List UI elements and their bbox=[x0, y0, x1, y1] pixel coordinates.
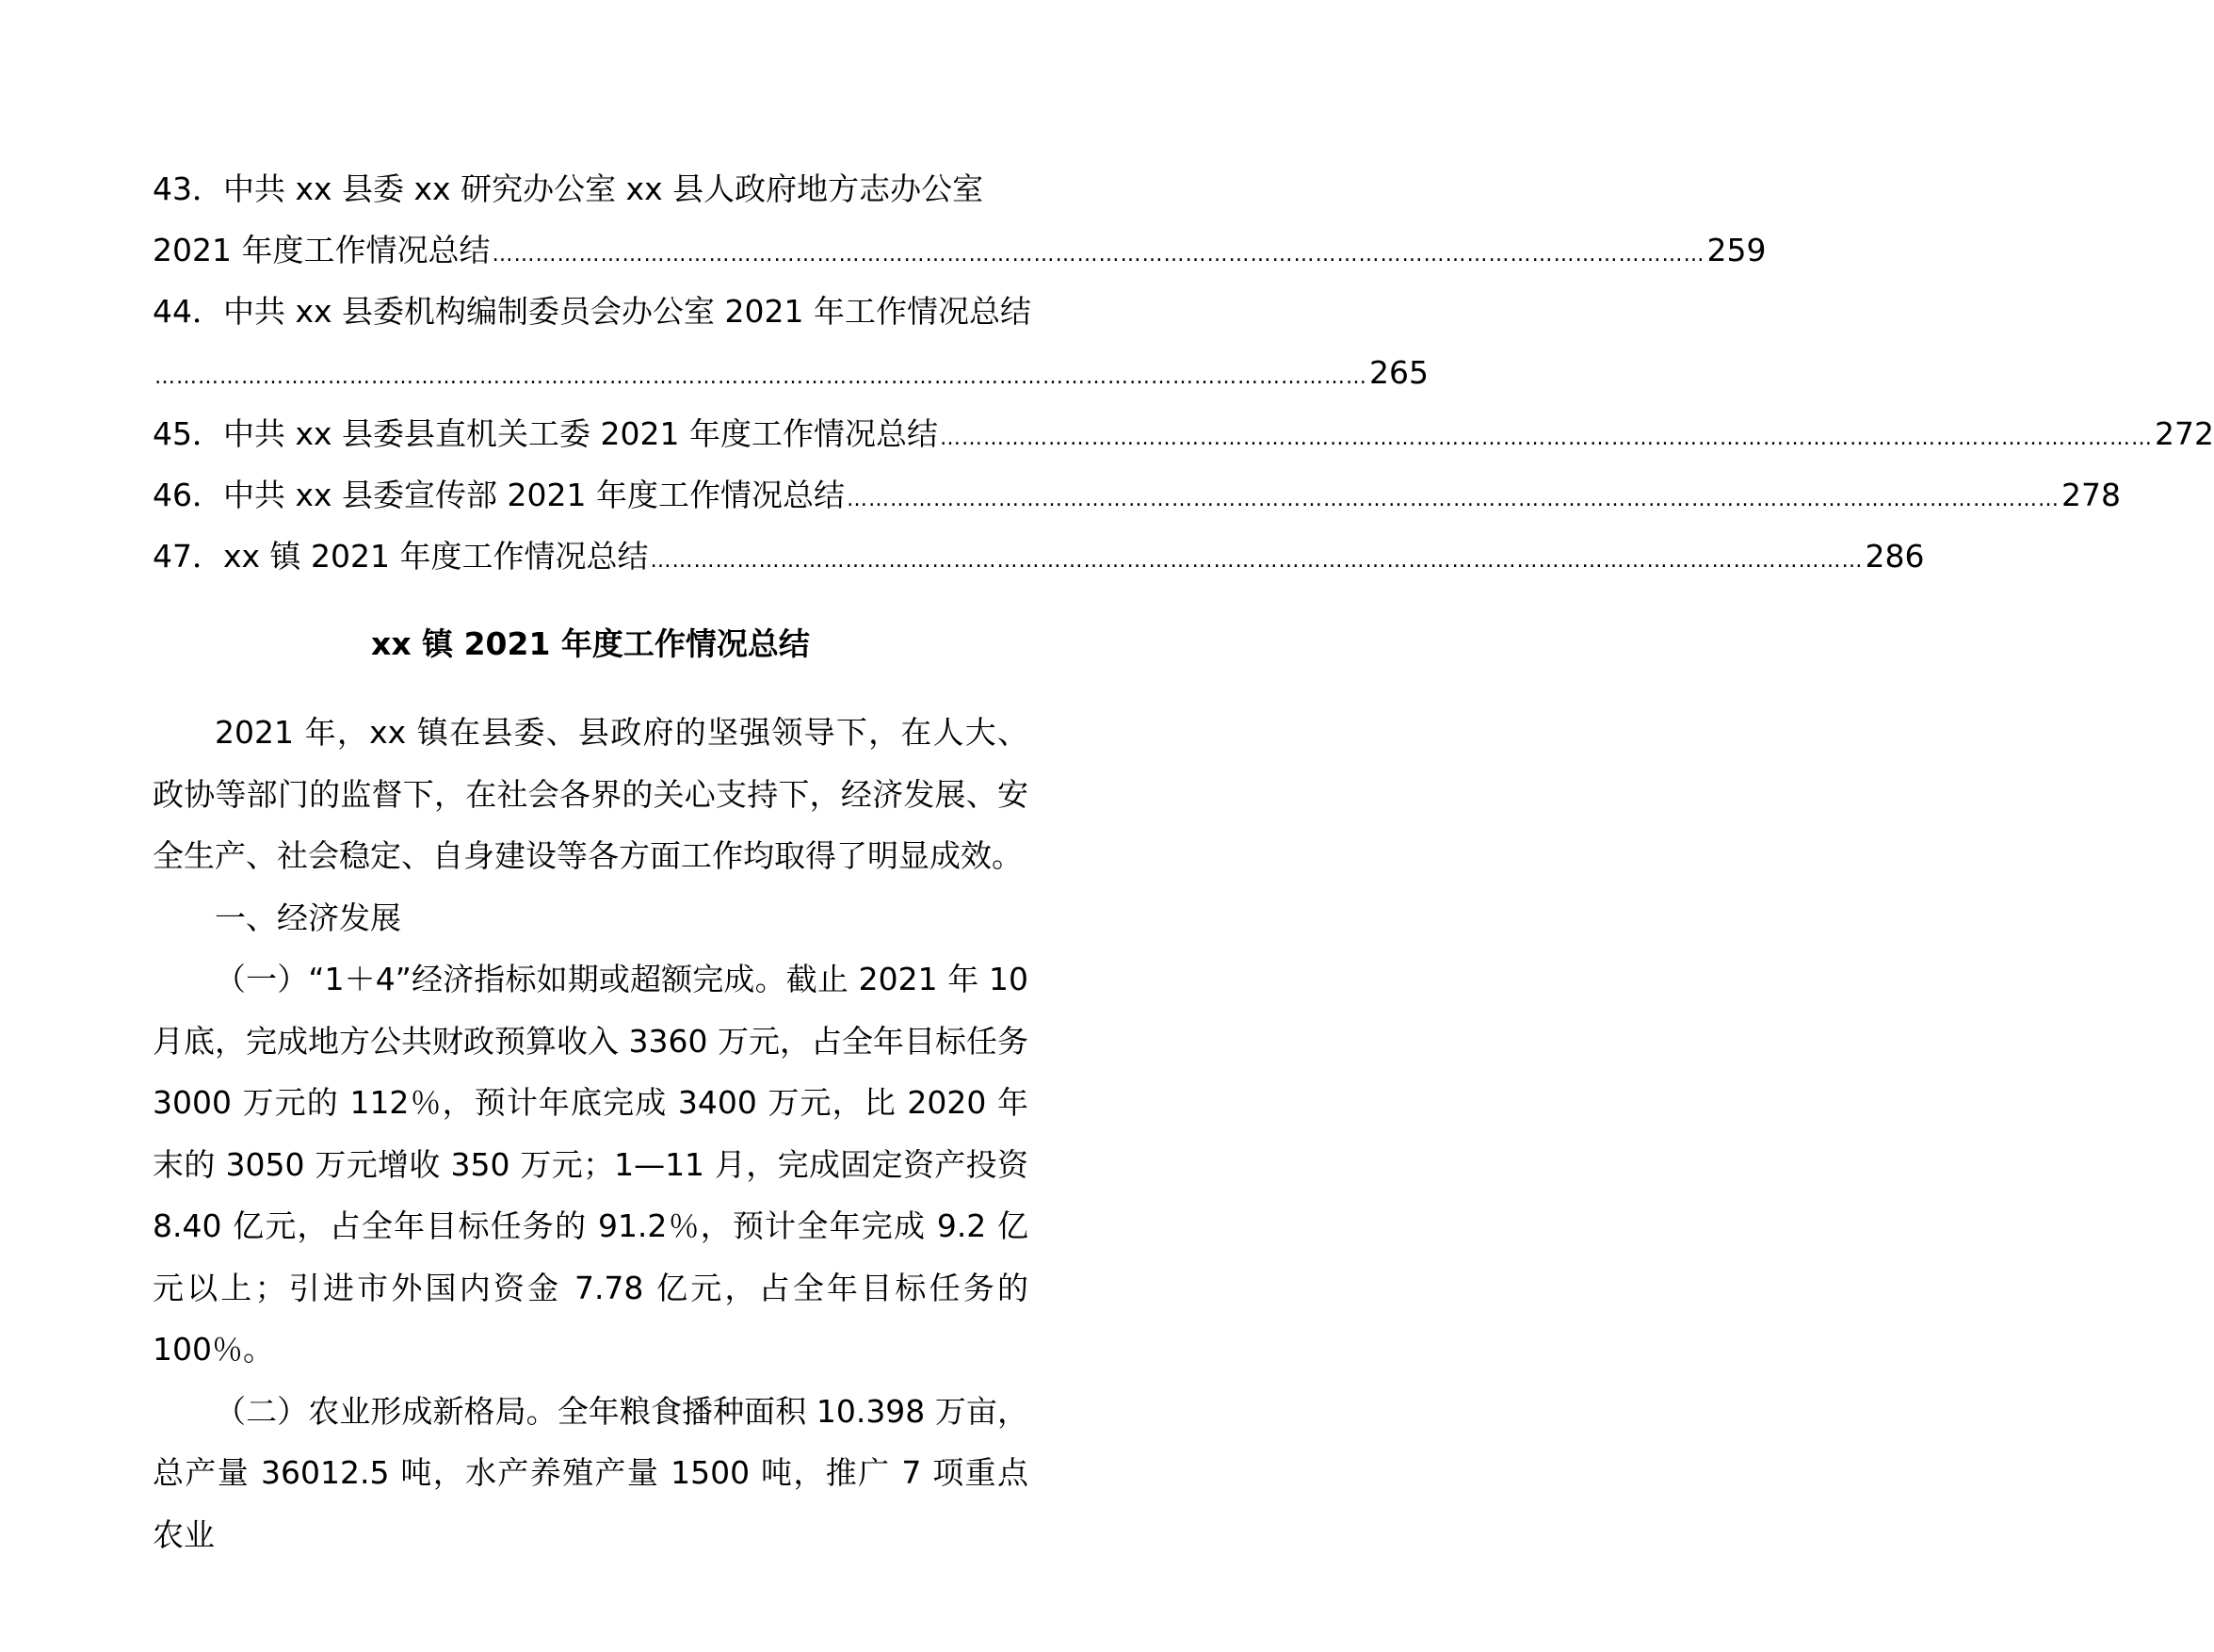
toc-entry-text: 44．中共 xx 县委机构编制委员会办公室 2021 年工作情况总结 bbox=[153, 293, 1031, 330]
section-heading: 一、经济发展 bbox=[215, 899, 401, 936]
toc-entry-text: 43．中共 xx 县委 xx 研究办公室 xx 县人政府地方志办公室 bbox=[153, 170, 984, 207]
document-body bbox=[153, 702, 1028, 1565]
toc-entry bbox=[153, 219, 1767, 281]
toc-page-number: 265 bbox=[1369, 354, 1429, 391]
toc-leader-dots: …………………………………………………………………………………………………………………………………………………… bbox=[940, 427, 2153, 450]
toc-entry bbox=[153, 403, 2214, 464]
toc-leader-dots: …………………………………………………………………………………………………………………………………………………… bbox=[847, 488, 2060, 511]
toc-entry bbox=[153, 464, 2121, 526]
table-of-contents bbox=[153, 158, 2214, 587]
toc-page-number: 259 bbox=[1706, 232, 1767, 268]
document-title: xx 镇 2021 年度工作情况总结 bbox=[371, 625, 810, 662]
toc-entry-text: 45．中共 xx 县委县直机关工委 2021 年度工作情况总结 bbox=[153, 415, 938, 452]
toc-page-number: 286 bbox=[1865, 538, 1925, 575]
body-paragraph: （二）农业形成新格局。全年粮食播种面积 10.398 万亩，总产量 36012.5 吨，水产养殖产量 1500 吨，推广 7 项重点农业 bbox=[153, 1392, 1028, 1553]
toc-entry-text: 47．xx 镇 2021 年度工作情况总结 bbox=[153, 538, 649, 575]
toc-leader-dots: …………………………………………………………………………………………………………………………………………………… bbox=[650, 549, 1864, 573]
body-paragraph: （一）“1＋4”经济指标如期或超额完成。截止 2021 年 10 月底，完成地方公共财政预算收入 3360 万元，占全年目标任务 3000 万元的 112％，预计年底完成 3400 万元，比 2020 年末的 3050 万元增收 350 万元；1—11 月，完成固定资产投资 8.40 亿元，占全年目标任务的 91.2％，预计全年完成 9.2 亿元以上；引进市外国内资金 7.78 亿元，占全年目标任务的 100％。 bbox=[153, 961, 1028, 1368]
toc-entry bbox=[153, 526, 1925, 587]
toc-entry-text: 2021 年度工作情况总结 bbox=[153, 232, 491, 268]
body-paragraph: 2021 年，xx 镇在县委、县政府的坚强领导下，在人大、政协等部门的监督下，在社会各界的关心支持下，经济发展、安全生产、社会稳定、自身建设等各方面工作均取得了明显成效。 bbox=[153, 714, 1028, 874]
toc-leader-dots: …………………………………………………………………………………………………………………………………………………… bbox=[154, 365, 1367, 389]
toc-page-number: 278 bbox=[2061, 477, 2121, 513]
toc-entry bbox=[153, 281, 1031, 342]
toc-page-number: 272 bbox=[2155, 415, 2214, 452]
toc-entry bbox=[153, 342, 1429, 403]
toc-entry bbox=[153, 158, 1028, 219]
toc-leader-dots: …………………………………………………………………………………………………………………………………………………… bbox=[492, 243, 1705, 267]
toc-entry-text: 46．中共 xx 县委宣传部 2021 年度工作情况总结 bbox=[153, 477, 845, 513]
